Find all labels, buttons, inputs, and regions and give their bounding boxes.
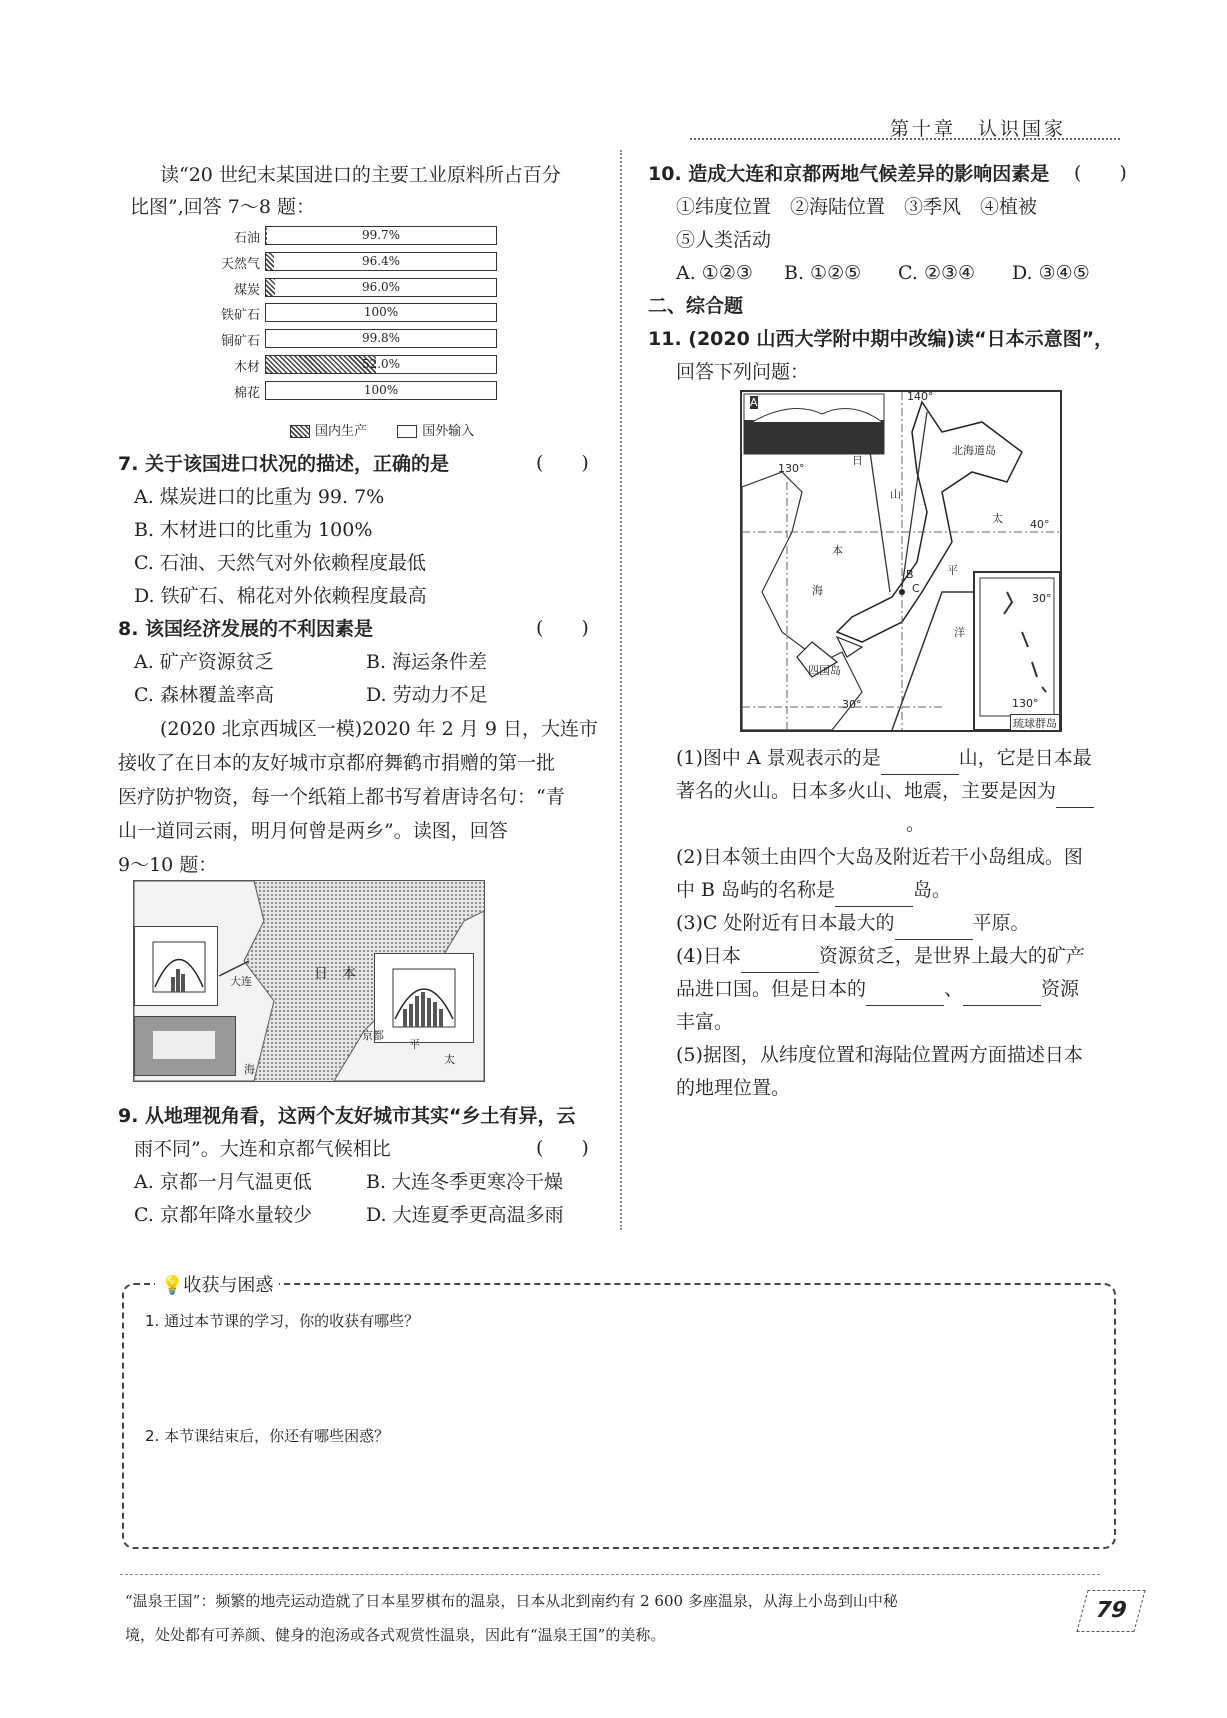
- q9-option-b: B. 大连冬季更寒冷干燥: [366, 1171, 564, 1193]
- q8-stem: 8. 该国经济发展的不利因素是: [118, 618, 374, 640]
- bar-category-label: 棉花: [233, 385, 260, 401]
- legend-domestic-swatch: [290, 425, 310, 438]
- q9-stem-line-1: 9. 从地理视角看，这两个友好城市其实“乡土有异，云: [118, 1105, 576, 1127]
- footer-note-line-2: 境，处处都有可养颜、健身的泡汤或各式观赏性温泉，因此有“温泉王国”的美称。: [125, 1626, 666, 1644]
- map1-label-kyoto: 京都: [362, 1029, 384, 1042]
- chart-legend: [290, 420, 474, 439]
- context-line-4: 山一道同云雨，明月何曾是两乡”。读图，回答: [118, 820, 508, 842]
- map2-label-yang: 洋: [954, 626, 965, 639]
- bar: [265, 278, 497, 297]
- q9-option-a: A. 京都一月气温更低: [134, 1171, 312, 1193]
- q11-stem-line-2: 回答下列问题：: [676, 361, 810, 383]
- map2-label-ri: 日: [852, 454, 863, 467]
- map1-label-dalian: 大连: [230, 975, 252, 988]
- q11-sub4-line-3: 丰富。: [676, 1011, 734, 1033]
- photo-inset: [134, 1016, 236, 1076]
- bar-category-label: 煤炭: [233, 282, 260, 298]
- map2-label-ben: 本: [832, 544, 843, 557]
- q10-factors-line-2: ⑤人类活动: [676, 229, 772, 251]
- q11-sub4-blank-1[interactable]: [741, 950, 819, 973]
- q11-sub2-line-1: (2)日本领土由四个大岛及附近若干小岛组成。图: [676, 846, 1083, 868]
- harvest-answer-1[interactable]: [145, 1335, 1095, 1420]
- bar-value-label: 99.8%: [361, 331, 401, 346]
- q11-sub3-blank[interactable]: [895, 917, 973, 940]
- lightbulb-icon: 💡: [161, 1275, 184, 1296]
- q10-option-c: C. ②③④: [898, 262, 976, 284]
- q11-sub2-line-2: 中 B 岛屿的名称是 岛。: [676, 874, 951, 907]
- japan-map: [740, 390, 1062, 732]
- map2-label-lon140: 140°: [907, 390, 934, 403]
- bar-category-label: 木材: [233, 360, 260, 375]
- map2-label-lat30-right: 30°: [1032, 592, 1052, 605]
- q7-paren: ( ): [536, 452, 589, 474]
- harvest-title: 💡收获与困惑: [155, 1271, 279, 1297]
- q8-option-a: A. 矿产资源贫乏: [134, 651, 274, 673]
- bar-category-label: 天然气: [220, 256, 260, 272]
- harvest-question-1: 1. 通过本节课的学习，你的收获有哪些？: [145, 1312, 420, 1330]
- map2-label-b: B: [906, 568, 914, 581]
- section-2-title: 二、综合题: [648, 295, 744, 317]
- q10-paren: ( ): [1074, 162, 1127, 184]
- q11-sub4-line-1: (4)日本 资源贫乏，是世界上最大的矿产: [676, 940, 1085, 973]
- bar-category-label: 铁矿石: [220, 308, 260, 324]
- q11-sub4-blank-3[interactable]: [963, 983, 1041, 1006]
- intro-line-2: 比图”,回答 7～8 题：: [130, 196, 316, 218]
- bar-value-label: 96.4%: [361, 253, 401, 268]
- context-line-3: 医疗防护物资，每一个纸箱上都书写着唐诗名句：“青: [118, 786, 565, 808]
- q11-sub5-line-2: 的地理位置。: [676, 1077, 791, 1099]
- q11-sub5-line-1: (5)据图，从纬度位置和海陆位置两方面描述日本: [676, 1044, 1083, 1066]
- q8-option-c: C. 森林覆盖率高: [134, 684, 274, 706]
- map2-label-shan: 山: [890, 488, 901, 501]
- map2-label-shikoku: 四国岛: [808, 664, 841, 677]
- q10-option-a: A. ①②③: [676, 262, 753, 284]
- q11-sub1-blank-1[interactable]: [881, 752, 959, 775]
- map1-label-japan: 日 本: [314, 966, 356, 982]
- q10-option-b: B. ①②⑤: [784, 262, 862, 284]
- map2-label-lon130: 130°: [778, 462, 805, 475]
- bar-row: [200, 278, 500, 298]
- legend-import: 国外输入: [422, 424, 475, 439]
- bar: [265, 252, 497, 271]
- footer-note-line-1: “温泉王国”：频繁的地壳运动造就了日本星罗棋布的温泉，日本从北到南约有 2 600 多座温泉，从海上小岛到山中秘: [125, 1592, 898, 1610]
- bar-value-label: 96.0%: [361, 279, 401, 294]
- q7-option-d: D. 铁矿石、棉花对外依赖程度最高: [134, 585, 427, 607]
- bar-value-label: 52.0%: [361, 357, 401, 371]
- map1-label-taiping: 太: [444, 1053, 455, 1066]
- q9-stem-line-2: 雨不同”。大连和京都气候相比: [134, 1138, 391, 1160]
- q11-sub4-line-2: 品进口国。但是日本的 、 资源: [676, 973, 1079, 1006]
- bar-row: [200, 303, 500, 323]
- bar-row: [200, 329, 500, 349]
- harvest-answer-2[interactable]: [145, 1450, 1095, 1535]
- context-line-2: 接收了在日本的友好城市京都府舞鹤市捐赠的第一批: [118, 752, 556, 774]
- map2-label-lat30-bottom: 30°: [842, 698, 862, 711]
- japan-map-graphic: [742, 392, 1060, 730]
- context-line-1: (2020 北京西城区一模)2020 年 2 月 9 日，大连市: [160, 718, 598, 740]
- map1-label-sea: 海: [244, 1063, 255, 1076]
- q9-option-c: C. 京都年降水量较少: [134, 1204, 312, 1226]
- map2-label-hokkaido: 北海道岛: [952, 444, 996, 457]
- bar: [265, 381, 497, 400]
- kyoto-climate-graphic: [375, 954, 473, 1042]
- map2-label-ryukyu: 琉球群岛: [1010, 714, 1060, 732]
- map2-label-a: A: [750, 396, 758, 409]
- intro-line-1: 读“20 世纪末某国进口的主要工业原料所占百分: [160, 164, 561, 186]
- column-divider: [620, 150, 622, 1230]
- bar: [265, 355, 497, 374]
- bar-value-label: 100%: [363, 382, 399, 397]
- map2-label-ping: 平: [947, 564, 958, 577]
- q11-sub1-blank-2[interactable]: [1056, 785, 1094, 808]
- q8-option-b: B. 海运条件差: [366, 651, 488, 673]
- bar: [265, 329, 497, 348]
- q11-sub1-end: 。: [906, 813, 926, 835]
- q11-sub1-line-2: 著名的火山。日本多火山、地震，主要是因为: [676, 775, 1094, 808]
- dalian-climate-graphic: [135, 927, 217, 1005]
- header-rule: [690, 138, 1120, 140]
- harvest-question-2: 2. 本节课结束后，你还有哪些困惑？: [145, 1427, 390, 1445]
- q10-option-d: D. ③④⑤: [1012, 262, 1090, 284]
- bar-row: [200, 252, 500, 272]
- dalian-climate-chart: [134, 926, 218, 1006]
- map1-label-ocean: 平: [409, 1038, 420, 1051]
- q10-stem: 10. 造成大连和京都两地气候差异的影响因素是: [648, 163, 1050, 185]
- chapter-header: 第十章 认识国家: [890, 118, 1067, 140]
- q7-stem: 7. 关于该国进口状况的描述，正确的是: [118, 453, 450, 475]
- map2-label-lat40: 40°: [1030, 518, 1050, 531]
- bar: [265, 303, 497, 322]
- map2-label-tai: 太: [992, 512, 1003, 525]
- map2-label-lon130-bottom: 130°: [1012, 697, 1039, 710]
- legend-import-swatch: [397, 425, 417, 438]
- footer-rule: [120, 1574, 1100, 1575]
- bar: [265, 226, 497, 245]
- bar-value-label: 99.7%: [361, 228, 401, 242]
- map2-label-c: C: [912, 582, 920, 595]
- map2-label-hai: 海: [812, 584, 823, 597]
- bar-value-label: 100%: [363, 305, 399, 320]
- page-number: 79: [1076, 1590, 1145, 1632]
- kyoto-climate-chart: [374, 953, 474, 1043]
- q11-sub1-line-1: (1)图中 A 景观表示的是 山，它是日本最: [676, 742, 1092, 775]
- q9-option-d: D. 大连夏季更高温多雨: [366, 1204, 564, 1226]
- bar-category-label: 铜矿石: [220, 334, 260, 350]
- dalian-kyoto-map: [133, 880, 485, 1082]
- q11-sub3: (3)C 处附近有日本最大的 平原。: [676, 907, 1030, 940]
- bar-row: [200, 355, 500, 375]
- q8-option-d: D. 劳动力不足: [366, 684, 488, 706]
- bar-category-label: 石油: [233, 231, 260, 246]
- q8-paren: ( ): [536, 617, 589, 639]
- q7-option-a: A. 煤炭进口的比重为 99. 7%: [134, 486, 385, 508]
- photo-sign: [153, 1031, 215, 1059]
- q11-stem-line-1: 11. (2020 山西大学附中期中改编)读“日本示意图”，: [648, 328, 1114, 350]
- context-line-5: 9～10 题：: [118, 854, 218, 876]
- legend-domestic: 国内生产: [315, 424, 368, 439]
- q10-factors-line-1: ①纬度位置 ②海陆位置 ③季风 ④植被: [676, 196, 1038, 218]
- q11-sub2-blank[interactable]: [835, 884, 913, 907]
- q9-paren: ( ): [536, 1137, 589, 1159]
- q7-option-b: B. 木材进口的比重为 100%: [134, 519, 373, 541]
- q7-option-c: C. 石油、天然气对外依赖程度最低: [134, 552, 426, 574]
- bar-row: [200, 381, 500, 401]
- q11-sub4-blank-2[interactable]: [866, 983, 944, 1006]
- bar-row: [200, 226, 500, 246]
